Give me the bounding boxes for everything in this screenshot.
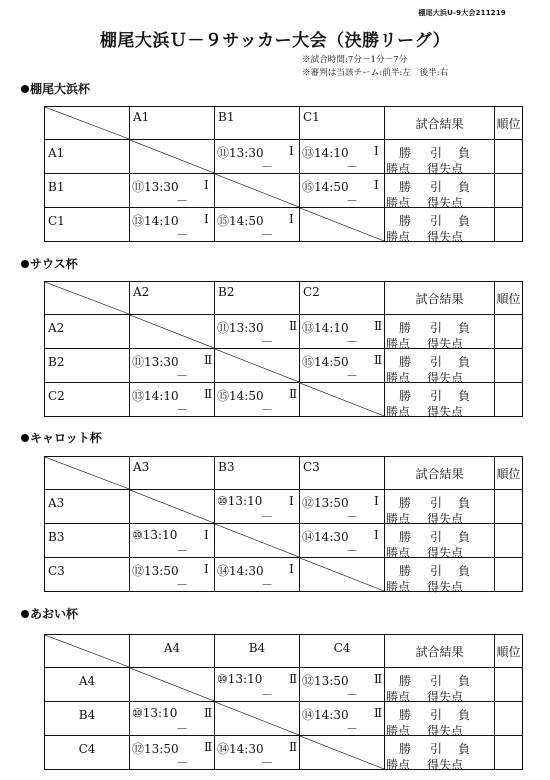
points-label: 勝点 bbox=[386, 690, 411, 704]
match-time: ⑪13:30 bbox=[132, 180, 179, 194]
referee-pitch: Ⅱ bbox=[374, 353, 383, 367]
draw-label: 引 bbox=[430, 321, 443, 335]
rank-cell bbox=[495, 174, 523, 208]
match-cell bbox=[130, 208, 215, 242]
points-label: 勝点 bbox=[386, 337, 411, 351]
self-match-cell bbox=[215, 524, 300, 558]
rank-cell bbox=[495, 524, 523, 558]
league-table bbox=[44, 634, 523, 770]
score-dash: － bbox=[261, 578, 274, 592]
league-table bbox=[44, 456, 523, 592]
draw-label: 引 bbox=[430, 355, 443, 369]
rank-cell bbox=[495, 490, 523, 524]
score-dash: － bbox=[261, 688, 274, 702]
match-cell bbox=[130, 383, 215, 417]
match-cell bbox=[300, 174, 385, 208]
win-label: 勝 bbox=[399, 674, 412, 688]
bullet-icon bbox=[21, 610, 29, 618]
score-dash: － bbox=[346, 722, 359, 736]
group-heading bbox=[21, 80, 90, 97]
rank-cell bbox=[495, 315, 523, 349]
self-match-cell bbox=[215, 702, 300, 736]
result-cell bbox=[385, 490, 495, 524]
match-cell bbox=[300, 668, 385, 702]
row-header: B3 bbox=[45, 524, 130, 558]
match-time: ⑫13:50 bbox=[302, 674, 349, 688]
column-header: A2 bbox=[130, 282, 215, 315]
column-header: C4 bbox=[300, 635, 385, 668]
rank-cell bbox=[495, 668, 523, 702]
score-dash: － bbox=[176, 228, 189, 242]
win-label: 勝 bbox=[399, 321, 412, 335]
win-label: 勝 bbox=[399, 708, 412, 722]
column-header: B2 bbox=[215, 282, 300, 315]
match-cell bbox=[300, 702, 385, 736]
result-header: 試合結果 bbox=[385, 282, 495, 315]
match-cell bbox=[215, 383, 300, 417]
match-cell bbox=[130, 736, 215, 770]
loss-label: 負 bbox=[458, 708, 471, 722]
row-header: A1 bbox=[45, 140, 130, 174]
loss-label: 負 bbox=[458, 214, 471, 228]
row-header: B2 bbox=[45, 349, 130, 383]
goal-diff-label: 得失点 bbox=[427, 512, 464, 526]
points-label: 勝点 bbox=[386, 230, 411, 244]
match-time: ⑫13:50 bbox=[302, 496, 349, 510]
self-match-cell bbox=[215, 174, 300, 208]
match-time: ⑩13:10 bbox=[217, 494, 263, 508]
match-cell bbox=[215, 558, 300, 592]
win-label: 勝 bbox=[399, 389, 412, 403]
score-dash: － bbox=[176, 544, 189, 558]
referee-pitch: Ⅱ bbox=[374, 672, 383, 686]
score-dash: － bbox=[261, 228, 274, 242]
draw-label: 引 bbox=[430, 146, 443, 160]
match-time: ⑮14:50 bbox=[217, 389, 264, 403]
bullet-icon bbox=[21, 260, 29, 268]
referee-pitch: Ⅰ bbox=[204, 562, 209, 576]
page-title: 棚尾大浜Ｕ－９サッカー大会（決勝リーグ） bbox=[99, 31, 451, 51]
win-label: 勝 bbox=[399, 214, 412, 228]
self-match-cell bbox=[130, 140, 215, 174]
rank-cell bbox=[495, 208, 523, 242]
match-time: ⑭14:30 bbox=[217, 564, 264, 578]
referee-pitch: Ⅱ bbox=[374, 319, 383, 333]
column-header: A3 bbox=[130, 457, 215, 490]
result-header: 試合結果 bbox=[385, 635, 495, 668]
match-cell bbox=[130, 349, 215, 383]
row-header: B4 bbox=[45, 702, 130, 736]
goal-diff-label: 得失点 bbox=[427, 758, 464, 772]
loss-label: 負 bbox=[458, 674, 471, 688]
result-cell bbox=[385, 383, 495, 417]
group-name: 棚尾大浜杯 bbox=[30, 82, 91, 96]
score-dash: － bbox=[176, 722, 189, 736]
points-label: 勝点 bbox=[386, 546, 411, 560]
match-time: ⑩13:10 bbox=[132, 528, 178, 542]
match-time: ⑪13:30 bbox=[217, 146, 264, 160]
result-cell bbox=[385, 736, 495, 770]
row-header: C2 bbox=[45, 383, 130, 417]
points-label: 勝点 bbox=[386, 196, 411, 210]
self-match-cell bbox=[130, 315, 215, 349]
group-name: キャロット杯 bbox=[30, 431, 102, 445]
match-cell bbox=[130, 174, 215, 208]
draw-label: 引 bbox=[430, 708, 443, 722]
loss-label: 負 bbox=[458, 496, 471, 510]
match-time: ⑬14:10 bbox=[302, 321, 349, 335]
match-time: ⑭14:30 bbox=[302, 708, 349, 722]
score-dash: － bbox=[346, 369, 359, 383]
match-cell bbox=[130, 524, 215, 558]
score-dash: － bbox=[346, 194, 359, 208]
match-time: ⑮14:50 bbox=[302, 180, 349, 194]
match-time: ⑩13:10 bbox=[132, 706, 178, 720]
rank-header: 順位 bbox=[495, 635, 523, 668]
loss-label: 負 bbox=[458, 146, 471, 160]
points-label: 勝点 bbox=[386, 512, 411, 526]
loss-label: 負 bbox=[458, 180, 471, 194]
rank-cell bbox=[495, 558, 523, 592]
goal-diff-label: 得失点 bbox=[427, 196, 464, 210]
match-time: ⑬14:10 bbox=[132, 214, 179, 228]
score-dash: － bbox=[176, 756, 189, 770]
match-cell bbox=[215, 315, 300, 349]
result-cell bbox=[385, 315, 495, 349]
score-dash: － bbox=[261, 335, 274, 349]
score-dash: － bbox=[346, 335, 359, 349]
referee-pitch: Ⅰ bbox=[374, 528, 379, 542]
draw-label: 引 bbox=[430, 496, 443, 510]
league-table bbox=[44, 281, 523, 417]
result-cell bbox=[385, 208, 495, 242]
match-time: ⑬14:10 bbox=[302, 146, 349, 160]
score-dash: － bbox=[176, 578, 189, 592]
points-label: 勝点 bbox=[386, 162, 411, 176]
rank-header: 順位 bbox=[495, 457, 523, 490]
loss-label: 負 bbox=[458, 389, 471, 403]
score-dash: － bbox=[346, 688, 359, 702]
column-header: C3 bbox=[300, 457, 385, 490]
referee-pitch: Ⅰ bbox=[374, 494, 379, 508]
score-dash: － bbox=[261, 403, 274, 417]
row-header: C4 bbox=[45, 736, 130, 770]
corner-cell bbox=[45, 635, 130, 668]
referee-pitch: Ⅰ bbox=[204, 212, 209, 226]
column-header: C1 bbox=[300, 107, 385, 140]
win-label: 勝 bbox=[399, 742, 412, 756]
row-header: A3 bbox=[45, 490, 130, 524]
referee-pitch: Ⅰ bbox=[374, 144, 379, 158]
referee-pitch: Ⅱ bbox=[289, 319, 298, 333]
league-table bbox=[44, 106, 523, 242]
goal-diff-label: 得失点 bbox=[427, 690, 464, 704]
rank-cell bbox=[495, 383, 523, 417]
match-time: ⑪13:30 bbox=[132, 355, 179, 369]
goal-diff-label: 得失点 bbox=[427, 230, 464, 244]
row-header: C1 bbox=[45, 208, 130, 242]
referee-pitch: Ⅱ bbox=[289, 740, 298, 754]
corner-cell bbox=[45, 107, 130, 140]
score-dash: － bbox=[176, 403, 189, 417]
self-match-cell bbox=[130, 490, 215, 524]
win-label: 勝 bbox=[399, 530, 412, 544]
self-match-cell bbox=[300, 558, 385, 592]
self-match-cell bbox=[300, 208, 385, 242]
points-label: 勝点 bbox=[386, 405, 411, 419]
goal-diff-label: 得失点 bbox=[427, 162, 464, 176]
column-header: C2 bbox=[300, 282, 385, 315]
points-label: 勝点 bbox=[386, 580, 411, 594]
result-header: 試合結果 bbox=[385, 107, 495, 140]
group-heading bbox=[21, 605, 78, 622]
group-heading bbox=[21, 255, 78, 272]
rank-cell bbox=[495, 349, 523, 383]
rank-cell bbox=[495, 140, 523, 174]
match-time: ⑮14:50 bbox=[217, 214, 264, 228]
corner-cell bbox=[45, 282, 130, 315]
match-time: ⑩13:10 bbox=[217, 672, 263, 686]
bullet-icon bbox=[21, 85, 29, 93]
goal-diff-label: 得失点 bbox=[427, 405, 464, 419]
referee-pitch: Ⅱ bbox=[374, 706, 383, 720]
score-dash: － bbox=[176, 194, 189, 208]
goal-diff-label: 得失点 bbox=[427, 546, 464, 560]
score-dash: － bbox=[176, 369, 189, 383]
result-header: 試合結果 bbox=[385, 457, 495, 490]
row-header: A2 bbox=[45, 315, 130, 349]
referee-pitch: Ⅰ bbox=[289, 212, 294, 226]
match-time: ⑪13:30 bbox=[217, 321, 264, 335]
row-header: C3 bbox=[45, 558, 130, 592]
match-cell bbox=[300, 524, 385, 558]
match-time: ⑫13:50 bbox=[132, 742, 179, 756]
score-dash: － bbox=[261, 756, 274, 770]
referee-pitch: Ⅰ bbox=[289, 562, 294, 576]
referee-pitch: Ⅱ bbox=[204, 740, 213, 754]
score-dash: － bbox=[346, 510, 359, 524]
goal-diff-label: 得失点 bbox=[427, 337, 464, 351]
loss-label: 負 bbox=[458, 530, 471, 544]
win-label: 勝 bbox=[399, 146, 412, 160]
row-header: A4 bbox=[45, 668, 130, 702]
score-dash: － bbox=[346, 160, 359, 174]
column-header: A4 bbox=[130, 635, 215, 668]
win-label: 勝 bbox=[399, 496, 412, 510]
note-match-time: ※試合時間:7分－1分－7分 bbox=[302, 55, 408, 65]
match-time: ⑮14:50 bbox=[302, 355, 349, 369]
corner-cell bbox=[45, 457, 130, 490]
match-time: ⑫13:50 bbox=[132, 564, 179, 578]
note-referee: ※審判は当該チーム:前半:左 後半:右 bbox=[302, 68, 449, 78]
draw-label: 引 bbox=[430, 180, 443, 194]
match-cell bbox=[300, 490, 385, 524]
referee-pitch: Ⅱ bbox=[289, 387, 298, 401]
rank-cell bbox=[495, 702, 523, 736]
score-dash: － bbox=[346, 544, 359, 558]
match-cell bbox=[300, 315, 385, 349]
group-name: あおい杯 bbox=[30, 607, 79, 621]
row-header: B1 bbox=[45, 174, 130, 208]
column-header: B3 bbox=[215, 457, 300, 490]
score-dash: － bbox=[261, 510, 274, 524]
rank-header: 順位 bbox=[495, 107, 523, 140]
match-cell bbox=[300, 140, 385, 174]
result-cell bbox=[385, 524, 495, 558]
referee-pitch: Ⅱ bbox=[289, 672, 298, 686]
self-match-cell bbox=[130, 668, 215, 702]
points-label: 勝点 bbox=[386, 724, 411, 738]
match-cell bbox=[300, 349, 385, 383]
loss-label: 負 bbox=[458, 321, 471, 335]
match-cell bbox=[215, 140, 300, 174]
group-heading bbox=[21, 429, 102, 446]
loss-label: 負 bbox=[458, 355, 471, 369]
result-cell bbox=[385, 558, 495, 592]
win-label: 勝 bbox=[399, 180, 412, 194]
points-label: 勝点 bbox=[386, 758, 411, 772]
match-cell bbox=[215, 490, 300, 524]
match-cell bbox=[215, 668, 300, 702]
points-label: 勝点 bbox=[386, 371, 411, 385]
referee-pitch: Ⅰ bbox=[204, 178, 209, 192]
match-time: ⑬14:10 bbox=[132, 389, 179, 403]
document-code: 棚尾大浜U-9大会211219 bbox=[418, 9, 506, 17]
draw-label: 引 bbox=[430, 742, 443, 756]
goal-diff-label: 得失点 bbox=[427, 724, 464, 738]
rank-cell bbox=[495, 736, 523, 770]
win-label: 勝 bbox=[399, 355, 412, 369]
group-name: サウス杯 bbox=[30, 257, 78, 271]
referee-pitch: Ⅱ bbox=[204, 706, 213, 720]
match-cell bbox=[215, 736, 300, 770]
loss-label: 負 bbox=[458, 564, 471, 578]
score-dash: － bbox=[261, 160, 274, 174]
win-label: 勝 bbox=[399, 564, 412, 578]
goal-diff-label: 得失点 bbox=[427, 580, 464, 594]
draw-label: 引 bbox=[430, 564, 443, 578]
match-cell bbox=[215, 208, 300, 242]
match-time: ⑭14:30 bbox=[217, 742, 264, 756]
match-cell bbox=[130, 558, 215, 592]
column-header: B4 bbox=[215, 635, 300, 668]
referee-pitch: Ⅰ bbox=[204, 528, 209, 542]
goal-diff-label: 得失点 bbox=[427, 371, 464, 385]
loss-label: 負 bbox=[458, 742, 471, 756]
referee-pitch: Ⅱ bbox=[204, 353, 213, 367]
referee-pitch: Ⅰ bbox=[374, 178, 379, 192]
match-cell bbox=[130, 702, 215, 736]
rank-header: 順位 bbox=[495, 282, 523, 315]
result-cell bbox=[385, 174, 495, 208]
self-match-cell bbox=[215, 349, 300, 383]
draw-label: 引 bbox=[430, 674, 443, 688]
bullet-icon bbox=[21, 434, 29, 442]
result-cell bbox=[385, 349, 495, 383]
draw-label: 引 bbox=[430, 214, 443, 228]
result-cell bbox=[385, 668, 495, 702]
column-header: A1 bbox=[130, 107, 215, 140]
self-match-cell bbox=[300, 383, 385, 417]
self-match-cell bbox=[300, 736, 385, 770]
column-header: B1 bbox=[215, 107, 300, 140]
referee-pitch: Ⅱ bbox=[204, 387, 213, 401]
match-time: ⑭14:30 bbox=[302, 530, 349, 544]
draw-label: 引 bbox=[430, 389, 443, 403]
referee-pitch: Ⅰ bbox=[289, 494, 294, 508]
result-cell bbox=[385, 140, 495, 174]
referee-pitch: Ⅰ bbox=[289, 144, 294, 158]
result-cell bbox=[385, 702, 495, 736]
draw-label: 引 bbox=[430, 530, 443, 544]
